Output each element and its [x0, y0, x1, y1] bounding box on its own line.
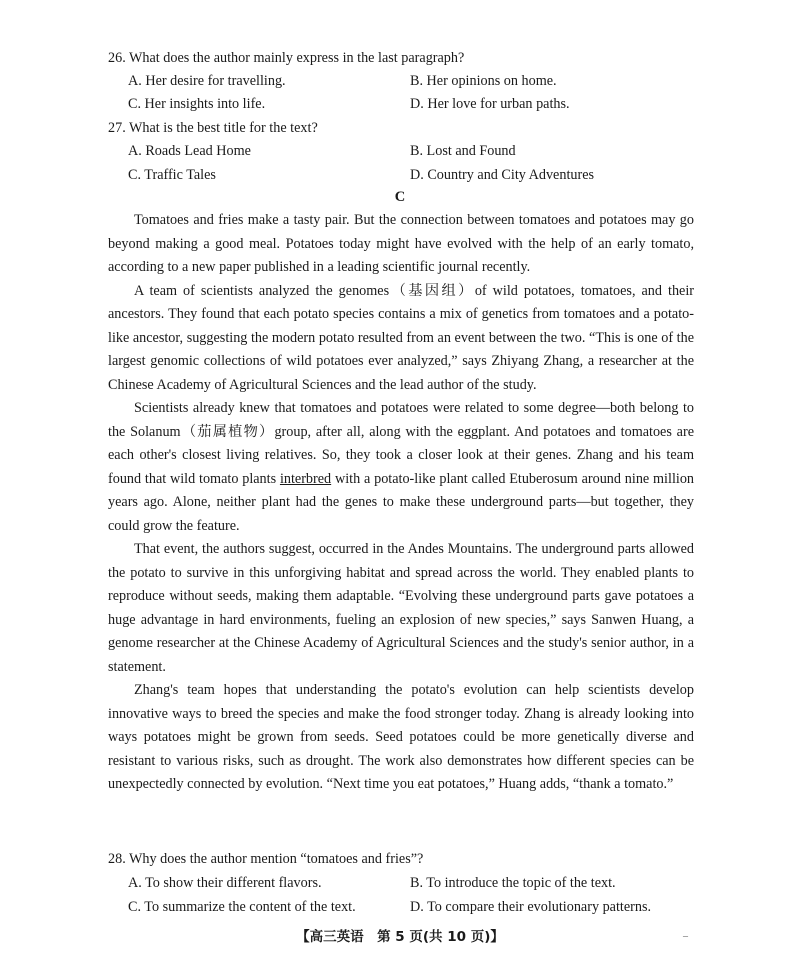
section-heading-c: C: [394, 189, 406, 205]
question-27-stem: 27. What is the best title for the text?: [108, 120, 318, 136]
page-footer: 【高三英语 第 5 页(共 10 页)】: [296, 929, 504, 945]
question-28-option-d: D. To compare their evolutionary patterns.: [410, 899, 652, 915]
passage-paragraph-4: That event, the authors suggest, occurred in the Andes Mountains. The underground parts allowed the potato to survive in this unforgiving habitat and spread across the world. They enabled plants to reproduce without seeds, making them adaptable. “Evolving these underground parts gave potatoes a huge advantage in hard environments, fueling an explosion of new species,” says Sanwen Huang, a genome researcher at the Chinese Academy of Agricultural Sciences and the study's senior author, in a statement.: [108, 541, 694, 675]
underlined-word-interbred: interbred: [279, 470, 332, 487]
question-27-option-d: D. Country and City Adventures: [410, 167, 595, 183]
question-26-option-c: C. Her insights into life.: [128, 96, 266, 112]
question-26-option-a: A. Her desire for travelling.: [128, 73, 286, 89]
question-27-option-a: A. Roads Lead Home: [128, 143, 251, 159]
paragraph-3-text-start: Scientists already knew that tomatoes and potatoes were related to some degree—both belong to the Solanum（茄属植物）group, after all, along with the eggplant. And potatoes and tomatoes are each other's closest living relatives. So, they took a closer look at their genes. Zhang and his team found that wild tomato plants: [108, 400, 694, 487]
question-28-option-b: B. To introduce the topic of the text.: [410, 875, 616, 891]
question-28-option-c: C. To summarize the content of the text.: [128, 899, 356, 915]
corner-mark: –: [683, 931, 688, 942]
question-26-stem: 26. What does the author mainly express in the last paragraph?: [108, 50, 465, 66]
passage-paragraph-5: Zhang's team hopes that understanding the potato's evolution can help scientists develop innovative ways to breed the species and make the food stronger today. Zhang is already looking into ways potatoes might be grown from seeds. Seed potatoes could be more genetically diverse and resistant to various risks, such as drought. The work also demonstrates how different species can be unexpectedly connected by evolution. “Next time you eat potatoes,” Huang adds, “thank a tomato.”: [108, 682, 694, 792]
question-28-option-a: A. To show their different flavors.: [128, 875, 322, 891]
passage-paragraph-3: [108, 397, 694, 538]
passage-paragraph-2: A team of scientists analyzed the genomes（基因组）of wild potatoes, tomatoes, and their ancestors. They found that each potato species contains a mix of genetics from tomatoes and a potato-like ancestor, suggesting the modern potato resulted from an event between the two. “This is one of the largest genomic collections of wild potatoes ever analyzed,” says Zhiyang Zhang, a researcher at the Chinese Academy of Agricultural Sciences and the lead author of the study.: [108, 282, 694, 393]
question-27-option-c: C. Traffic Tales: [128, 167, 216, 183]
question-28-stem: 28. Why does the author mention “tomatoes and fries”?: [108, 851, 424, 867]
passage: [108, 209, 694, 797]
question-26-option-b: B. Her opinions on home.: [410, 73, 557, 89]
question-26-option-d: D. Her love for urban paths.: [410, 96, 570, 112]
passage-paragraph-1: Tomatoes and fries make a tasty pair. But the connection between tomatoes and potatoes may go beyond making a good meal. Potatoes today might have evolved with the help of an early tomato, according to a new paper published in a leading scientific journal recently.: [108, 212, 694, 275]
question-27-option-b: B. Lost and Found: [410, 143, 516, 159]
paragraph-3-text-end: with a potato-like plant called Etuberosum around nine million years ago. Alone, neither plant had the genes to make these underground parts—but together, they could grow the feature.: [108, 470, 695, 534]
